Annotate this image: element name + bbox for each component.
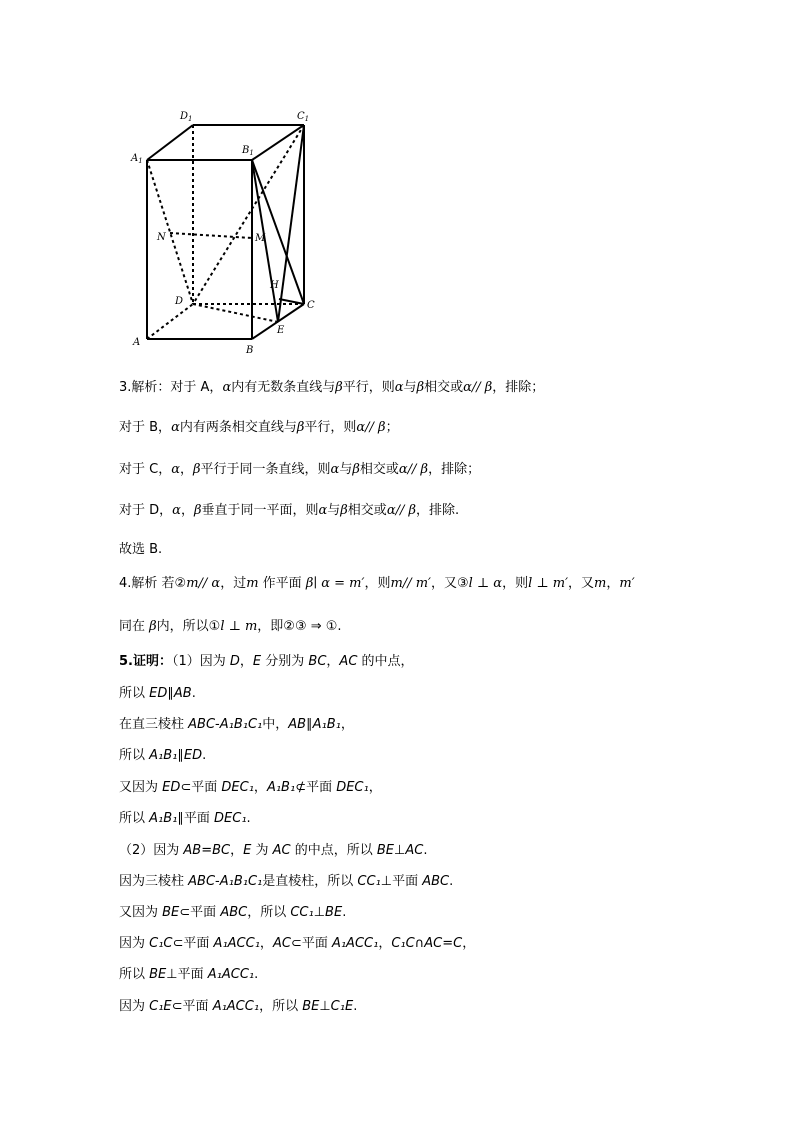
label-d1: $D_1$ <box>180 111 193 123</box>
q5-line-1: 5.证明：（1）因为 D，E 分别为 BC，AC 的中点， <box>119 654 414 669</box>
q3-line-4: 对于 D，α，β垂直于同一平面，则α与β相交或α// β，排除. <box>119 503 460 518</box>
edge-d-e <box>193 304 278 322</box>
q5-line-5: 又因为 ED⊂平面 DEC₁，A₁B₁⊄平面 DEC₁， <box>119 780 382 795</box>
edge-a1-d1 <box>147 125 193 160</box>
q3-line-3: 对于 C，α，β平行于同一条直线，则α与β相交或α// β，排除； <box>119 462 481 477</box>
label-d: D <box>175 296 184 307</box>
q3-line-1: 3.解析：对于 A，α内有无数条直线与β平行，则α与β相交或α// β，排除； <box>119 380 545 395</box>
label-b1: $B_1$ <box>242 145 254 157</box>
q3-line-5: 故选 B. <box>119 542 163 557</box>
label-a1: $A_1$ <box>131 153 143 165</box>
label-e: E <box>277 325 285 336</box>
label-c: C <box>307 300 315 311</box>
q3-line-2: 对于 B，α内有两条相交直线与β平行，则α// β； <box>119 420 399 435</box>
q5-line-11: 所以 BE⊥平面 A₁ACC₁. <box>119 967 259 982</box>
q5-line-2: 所以 ED∥AB. <box>119 686 196 701</box>
q5-line-3: 在直三棱柱 ABC-A₁B₁C₁中，AB∥A₁B₁， <box>119 717 354 732</box>
q5-line-7: （2）因为 AB=BC，E 为 AC 的中点，所以 BE⊥AC. <box>119 843 428 858</box>
edge-a1-d <box>147 160 193 304</box>
prism-figure <box>125 103 325 358</box>
q4-line-2: 同在 β内，所以①l ⊥ m，即②③ ⇒ ①. <box>119 619 342 634</box>
label-a: A <box>133 337 141 348</box>
edge-b1-c1 <box>252 125 304 160</box>
edge-n-m <box>170 233 252 238</box>
q4-line-1: 4.解析 若②m// α，过m 作平面 β∣ α = m′，则m// m′，又③l ⊥ α，则l ⊥ m′，又m，m′ <box>119 576 635 591</box>
label-m: M <box>255 233 266 244</box>
edge-a-d <box>147 304 193 339</box>
q5-line-12: 因为 C₁E⊂平面 A₁ACC₁，所以 BE⊥C₁E. <box>119 999 358 1014</box>
label-n: N <box>157 232 166 243</box>
label-h: H <box>270 280 279 291</box>
q5-line-9: 又因为 BE⊂平面 ABC，所以 CC₁⊥BE. <box>119 905 347 920</box>
q5-line-10: 因为 C₁C⊂平面 A₁ACC₁，AC⊂平面 A₁ACC₁，C₁C∩AC=C， <box>119 936 476 951</box>
q5-line-8: 因为三棱柱 ABC-A₁B₁C₁是直棱柱，所以 CC₁⊥平面 ABC. <box>119 874 454 889</box>
q5-line-6: 所以 A₁B₁∥平面 DEC₁. <box>119 811 251 826</box>
label-b: B <box>246 345 254 356</box>
label-c1: $C_1$ <box>297 111 310 123</box>
q5-line-4: 所以 A₁B₁∥ED. <box>119 748 207 763</box>
